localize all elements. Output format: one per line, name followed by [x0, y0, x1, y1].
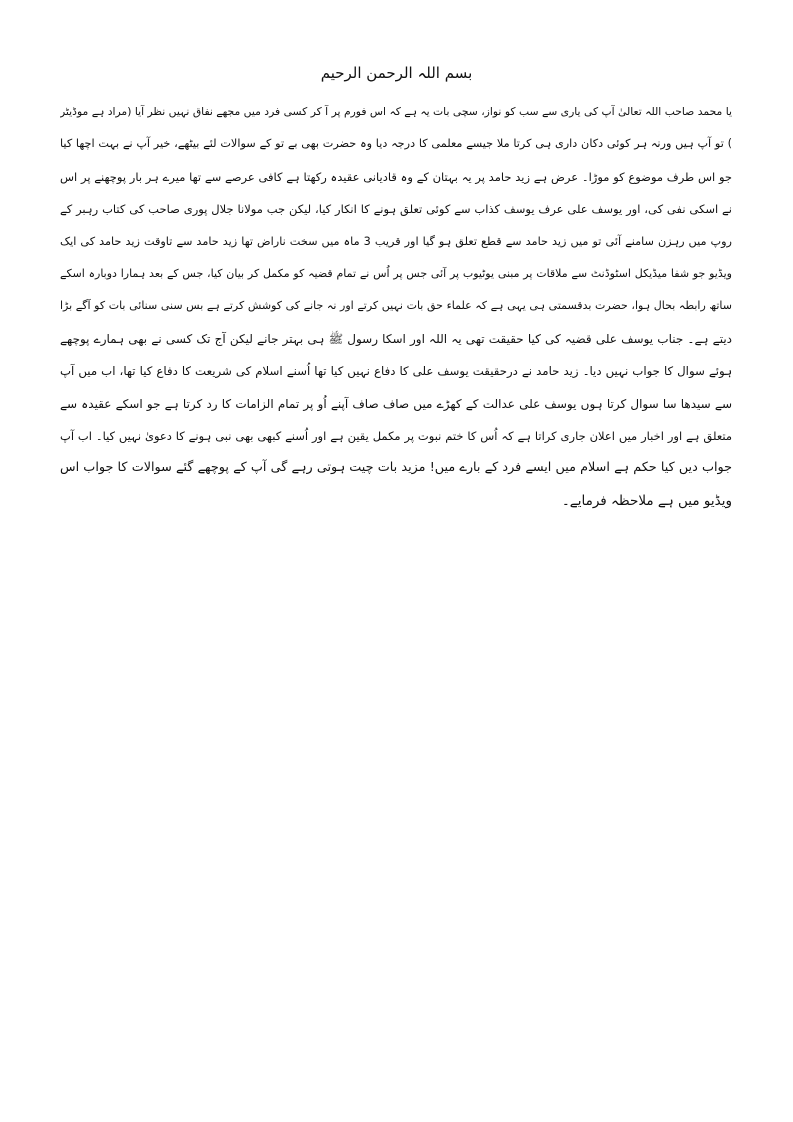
- body-line: جواب دیں کیا حکم ہے اسلام میں ایسے فرد کے بارے میں! مزید بات چیت ہوتی رہے گی آپ کے پوچھے گئے سوالات کا جواب اس: [60, 460, 732, 476]
- body-text: [60, 96, 732, 517]
- body-line: ہوئے سوال کا جواب نہیں دیا۔ زید حامد نے درحقیقت یوسف علی کا دفاع نہیں کیا تھا اُسنے اسلام کی شریعت کا دفاع کیا تھا، اب میں آپ: [60, 364, 732, 379]
- bismillah-heading: بسم اللہ الرحمن الرحیم: [320, 64, 473, 82]
- body-line: روپ میں رہزن سامنے آئی تو میں زید حامد سے قطع تعلق ہو گیا اور قریب 3 ماہ میں سخت ناراض تھا زید حامد سے تاوقت زید حامد کی ایک: [60, 234, 732, 248]
- body-line: ویڈیو جو شفا میڈیکل اسٹوڈنٹ سے ملاقات پر مبنی یوٹیوب پر آئی جس پر اُس نے تمام قضیہ کو مکمل کر بیان کیا، جس کے بعد ہمارا دوبارہ اسکے: [60, 266, 732, 280]
- body-line-last: ویڈیو میں ہے ملاحظہ فرمایے۔: [561, 492, 732, 509]
- body-line: جو اس طرف موضوع کو موڑا۔ عرض ہے زید حامد پر یہ بہتان کے وہ قادیانی عقیدہ رکھتا ہے کافی عرصے سے تھا میرے ہر بار پوچھنے پر اس: [60, 169, 732, 184]
- body-line: ) تو آپ ہیں ورنہ ہر کوئی دکان داری ہی کرتا ملا جیسے معلمی کا درجہ دیا وہ حضرت بھی بے تو کے سوالات لئے بیٹھے، خیر آپ نے بہت اچھا کیا: [60, 137, 732, 151]
- body-line: دیتے ہے۔ جناب یوسف علی قضیہ کی کیا حقیقت تھی یہ اللہ اور اسکا رسول ﷺ ہی بہتر جانے لیکن آج تک کسی نے بھی ہمارے پوچھے: [60, 331, 732, 346]
- body-line: متعلق ہے اور اخبار میں اعلان جاری کراتا ہے کہ اُس کا ختم نبوت پر مکمل یقین ہے اور اُسنے کبھی بھی نبی ہونے کا دعویٰ نہیں کیا۔ اب آپ: [60, 428, 732, 443]
- body-line: یا محمد صاحب اللہ تعالیٰ آپ کی یاری سے سب کو نواز، سچی بات یہ ہے کہ اس فورم پر آ کر کسی فرد میں مجھے نفاق نہیں نظر آیا (مراد ہے موڈیٹر: [60, 105, 732, 118]
- body-line: نے اسکی نفی کی، اور یوسف علی عرف یوسف کذاب سے کوئی تعلق ہونے کا انکار کیا، لیکن جب مولانا جلال پوری صاحب کی کتاب رہبر کے: [60, 202, 732, 217]
- body-line: ساتھ رابطہ بحال ہوا، حضرت بدقسمتی ہی یہی ہے کہ علماء حق بات نہیں کرتے اور نہ جانے کی کوشش کرتے ہے بس سنی سنائی بات کو آگے بڑا: [60, 299, 732, 313]
- body-line: سے سیدھا سا سوال کرتا ہوں یوسف علی عدالت کے کھڑے میں صاف صاف آپنے اُو پر تمام الزامات کا رد کرتا ہے جو اسکے عقیدہ سے: [60, 396, 732, 411]
